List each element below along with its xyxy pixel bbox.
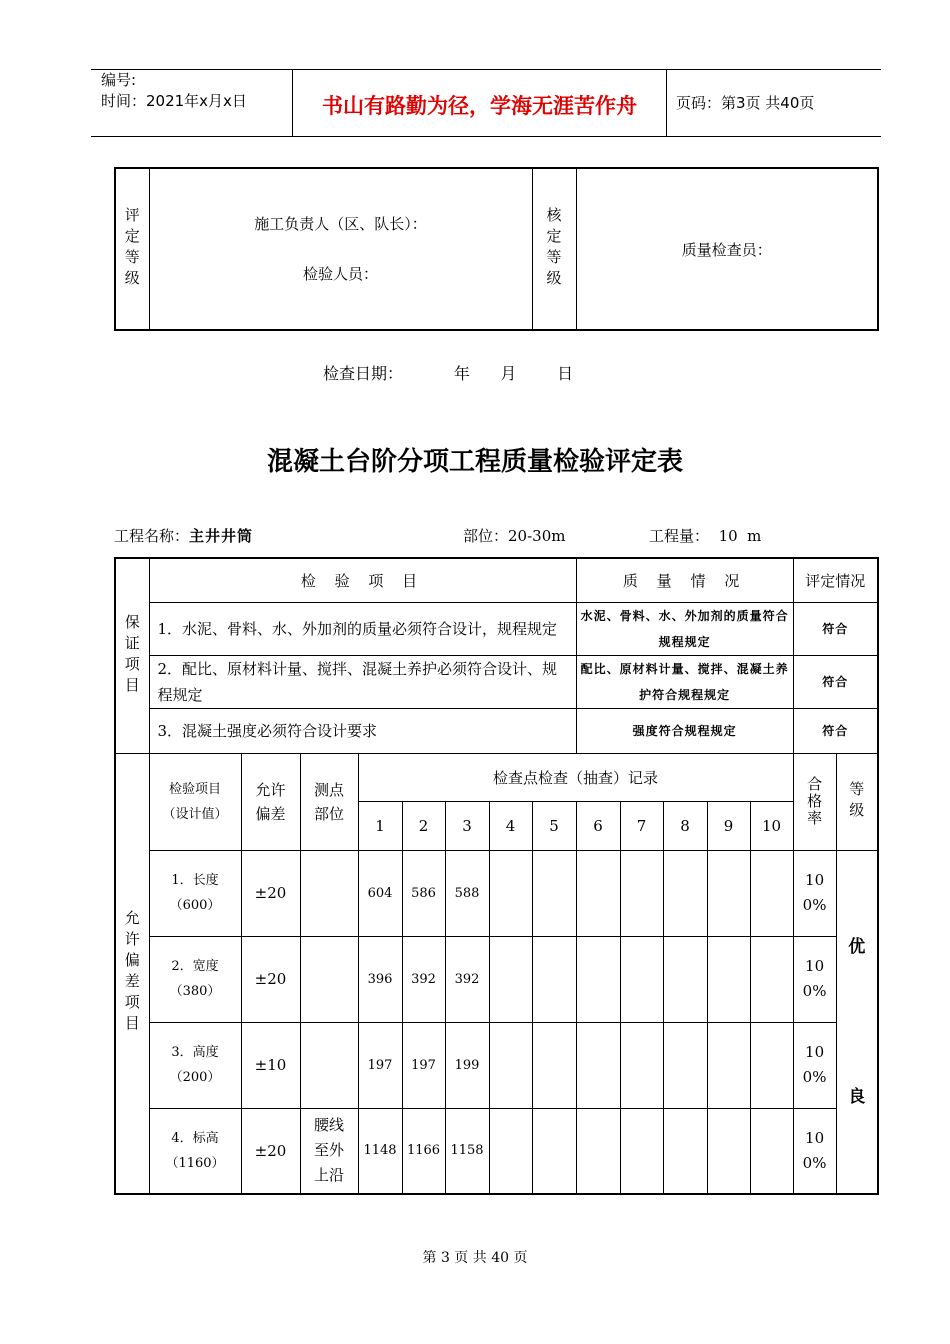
tolerance-point (300, 936, 358, 1022)
tolerance-point (300, 1108, 358, 1194)
measure-value (576, 850, 620, 936)
measure-value (532, 1108, 576, 1194)
tolerance-col-record: 检查点检查（抽查）记录 (358, 753, 793, 801)
table-row (115, 936, 878, 1022)
tolerance-item-name: 4．标高 (171, 1130, 219, 1146)
guarantee-col-item: 检 验 项 目 (149, 558, 576, 602)
measure-value (576, 936, 620, 1022)
measure-value (750, 850, 793, 936)
tolerance-dev: ±10 (241, 1022, 300, 1108)
point-header: 4 (489, 801, 532, 850)
measure-value (750, 1022, 793, 1108)
measure-value (489, 850, 532, 936)
measure-value: 197 (402, 1022, 445, 1108)
header-divider (666, 69, 667, 136)
point-header: 7 (620, 801, 663, 850)
point-header: 10 (750, 801, 793, 850)
tolerance-col-rate (793, 753, 836, 850)
measure-value (620, 850, 663, 936)
table-row (115, 850, 878, 936)
grade-char-1: 优 (848, 936, 866, 957)
measure-value (532, 850, 576, 936)
measure-value (750, 1108, 793, 1194)
tolerance-point (300, 850, 358, 936)
doc-time-label: 时间：2021年x月x日 (101, 92, 247, 110)
point-header: 9 (707, 801, 750, 850)
header-meta (101, 70, 247, 112)
guarantee-col-quality: 质 量 情 况 (576, 558, 793, 602)
guarantee-quality: 水泥、骨料、水、外加剂的质量符合规程规定 (576, 602, 793, 655)
pass-rate-value: 100% (802, 957, 827, 1000)
guarantee-section-cell (115, 558, 149, 753)
inspection-date: 检查日期： 年 月 日 (323, 364, 574, 383)
page-title: 混凝土台阶分项工程质量检验评定表 (266, 447, 683, 477)
measure-value (489, 1108, 532, 1194)
tolerance-section-label: 允许偏差项目 (122, 910, 141, 1037)
table-row (115, 1022, 878, 1108)
tolerance-item (149, 1108, 241, 1194)
tolerance-point (300, 1022, 358, 1108)
point-header: 2 (402, 801, 445, 850)
inspector-label: 检验人员： (302, 265, 378, 283)
table-row (115, 1108, 878, 1194)
tolerance-item-design: （380） (169, 984, 221, 999)
quantity (649, 525, 761, 546)
guarantee-eval: 符合 (793, 708, 878, 753)
point-header: 3 (445, 801, 489, 850)
measure-value (663, 1022, 707, 1108)
guarantee-eval: 符合 (793, 655, 878, 708)
point-header: 8 (663, 801, 707, 850)
pass-rate (793, 850, 836, 936)
tolerance-col-dev (241, 753, 300, 850)
measure-value: 588 (445, 850, 489, 936)
doc-number-label: 编号: (101, 71, 137, 89)
measure-value (707, 936, 750, 1022)
tolerance-item (149, 1022, 241, 1108)
measure-value (532, 936, 576, 1022)
measure-value: 396 (358, 936, 402, 1022)
tolerance-col-grade-label: 等级 (847, 780, 866, 823)
measure-value: 604 (358, 850, 402, 936)
guarantee-eval: 符合 (793, 602, 878, 655)
guarantee-item: 2．配比、原材料计量、搅拌、混凝土养护必须符合设计、规程规定 (149, 655, 576, 708)
tolerance-item-name: 1．长度 (171, 873, 219, 888)
measure-value (576, 1108, 620, 1194)
verify-grade-label: 核定等级 (544, 207, 563, 291)
grade-cell (836, 850, 878, 1194)
pass-rate (793, 936, 836, 1022)
quality-inspector-cell (576, 168, 878, 330)
tolerance-dev: ±20 (241, 1108, 300, 1194)
location-label: 部位：20-30m (463, 527, 566, 545)
signoff-people-cell (149, 168, 532, 330)
tolerance-col-point (300, 753, 358, 850)
signoff-table (114, 167, 879, 331)
quantity-label: 工程量： (649, 527, 710, 545)
project-name (114, 525, 253, 546)
tolerance-item-design: （200） (169, 1070, 221, 1085)
guarantee-col-eval: 评定情况 (793, 558, 878, 602)
tolerance-item (149, 936, 241, 1022)
pass-rate (793, 1108, 836, 1194)
eval-grade-label: 评定等级 (122, 207, 141, 291)
measure-value: 1158 (445, 1108, 489, 1194)
point-header: 6 (576, 801, 620, 850)
tolerance-col-item-line2: （设计值） (162, 806, 228, 822)
measure-value (663, 1108, 707, 1194)
tolerance-section-cell (115, 753, 149, 1194)
grade-char-2: 良 (848, 1086, 866, 1107)
measure-value (489, 936, 532, 1022)
measure-value (532, 1022, 576, 1108)
measure-value (707, 1108, 750, 1194)
tolerance-dev: ±20 (241, 850, 300, 936)
tolerance-col-dev-label: 允许偏差 (255, 780, 286, 823)
header-motto: 书山有路勤为径，学海无涯苦作舟 (322, 94, 637, 118)
measure-value: 1148 (358, 1108, 402, 1194)
quality-inspector-label: 质量检查员： (681, 240, 772, 259)
verify-grade-cell (532, 168, 576, 330)
tolerance-item-name: 3．高度 (171, 1045, 219, 1060)
eval-grade-cell (115, 168, 149, 330)
guarantee-quality: 强度符合规程规定 (576, 708, 793, 753)
tolerance-item-design: （600） (169, 898, 221, 913)
pass-rate-value: 100% (802, 1128, 827, 1172)
measure-value (750, 936, 793, 1022)
point-header: 1 (358, 801, 402, 850)
measure-value (576, 1022, 620, 1108)
header-bottom-rule (91, 136, 881, 137)
pass-rate (793, 1022, 836, 1108)
measure-value: 197 (358, 1022, 402, 1108)
measure-value (663, 850, 707, 936)
tolerance-dev: ±20 (241, 936, 300, 1022)
tolerance-col-grade (836, 753, 878, 850)
tolerance-col-item-line1: 检验项目 (168, 781, 221, 797)
measure-value: 199 (445, 1022, 489, 1108)
quantity-value: 10 m (718, 527, 762, 545)
project-name-value: 主井井筒 (189, 527, 254, 545)
measure-value (707, 1022, 750, 1108)
guarantee-item: 1．水泥、骨料、水、外加剂的质量必须符合设计，规程规定 (149, 602, 576, 655)
pass-rate-value: 100% (802, 1043, 827, 1086)
measure-value (663, 936, 707, 1022)
project-name-label: 工程名称： (114, 527, 190, 545)
tolerance-col-item (149, 753, 241, 850)
guarantee-item: 3．混凝土强度必须符合设计要求 (149, 708, 576, 753)
guarantee-quality: 配比、原材料计量、搅拌、混凝土养护符合规程规定 (576, 655, 793, 708)
tolerance-col-point-label: 测点部位 (313, 780, 344, 823)
construction-lead-label: 施工负责人（区、队长）： (254, 215, 427, 233)
measure-value (620, 1022, 663, 1108)
measure-value (489, 1022, 532, 1108)
tolerance-col-rate-label: 合格率 (805, 776, 824, 827)
measure-value: 586 (402, 850, 445, 936)
measure-value (620, 1108, 663, 1194)
tolerance-point-value: 腰线至外上沿 (313, 1116, 344, 1185)
tolerance-item-name: 2．宽度 (171, 959, 219, 974)
tolerance-item-design: （1160） (165, 1155, 225, 1171)
measure-value (707, 850, 750, 936)
quality-table (114, 557, 879, 1195)
page-footer: 第 3 页 共 40 页 (422, 1250, 528, 1266)
header-page-label: 页码：第3页 共40页 (676, 94, 815, 112)
measure-value: 392 (402, 936, 445, 1022)
measure-value: 392 (445, 936, 489, 1022)
guarantee-section-label: 保证项目 (122, 613, 141, 698)
tolerance-item (149, 850, 241, 936)
point-header: 5 (532, 801, 576, 850)
measure-value: 1166 (402, 1108, 445, 1194)
pass-rate-value: 100% (802, 871, 827, 914)
measure-value (620, 936, 663, 1022)
